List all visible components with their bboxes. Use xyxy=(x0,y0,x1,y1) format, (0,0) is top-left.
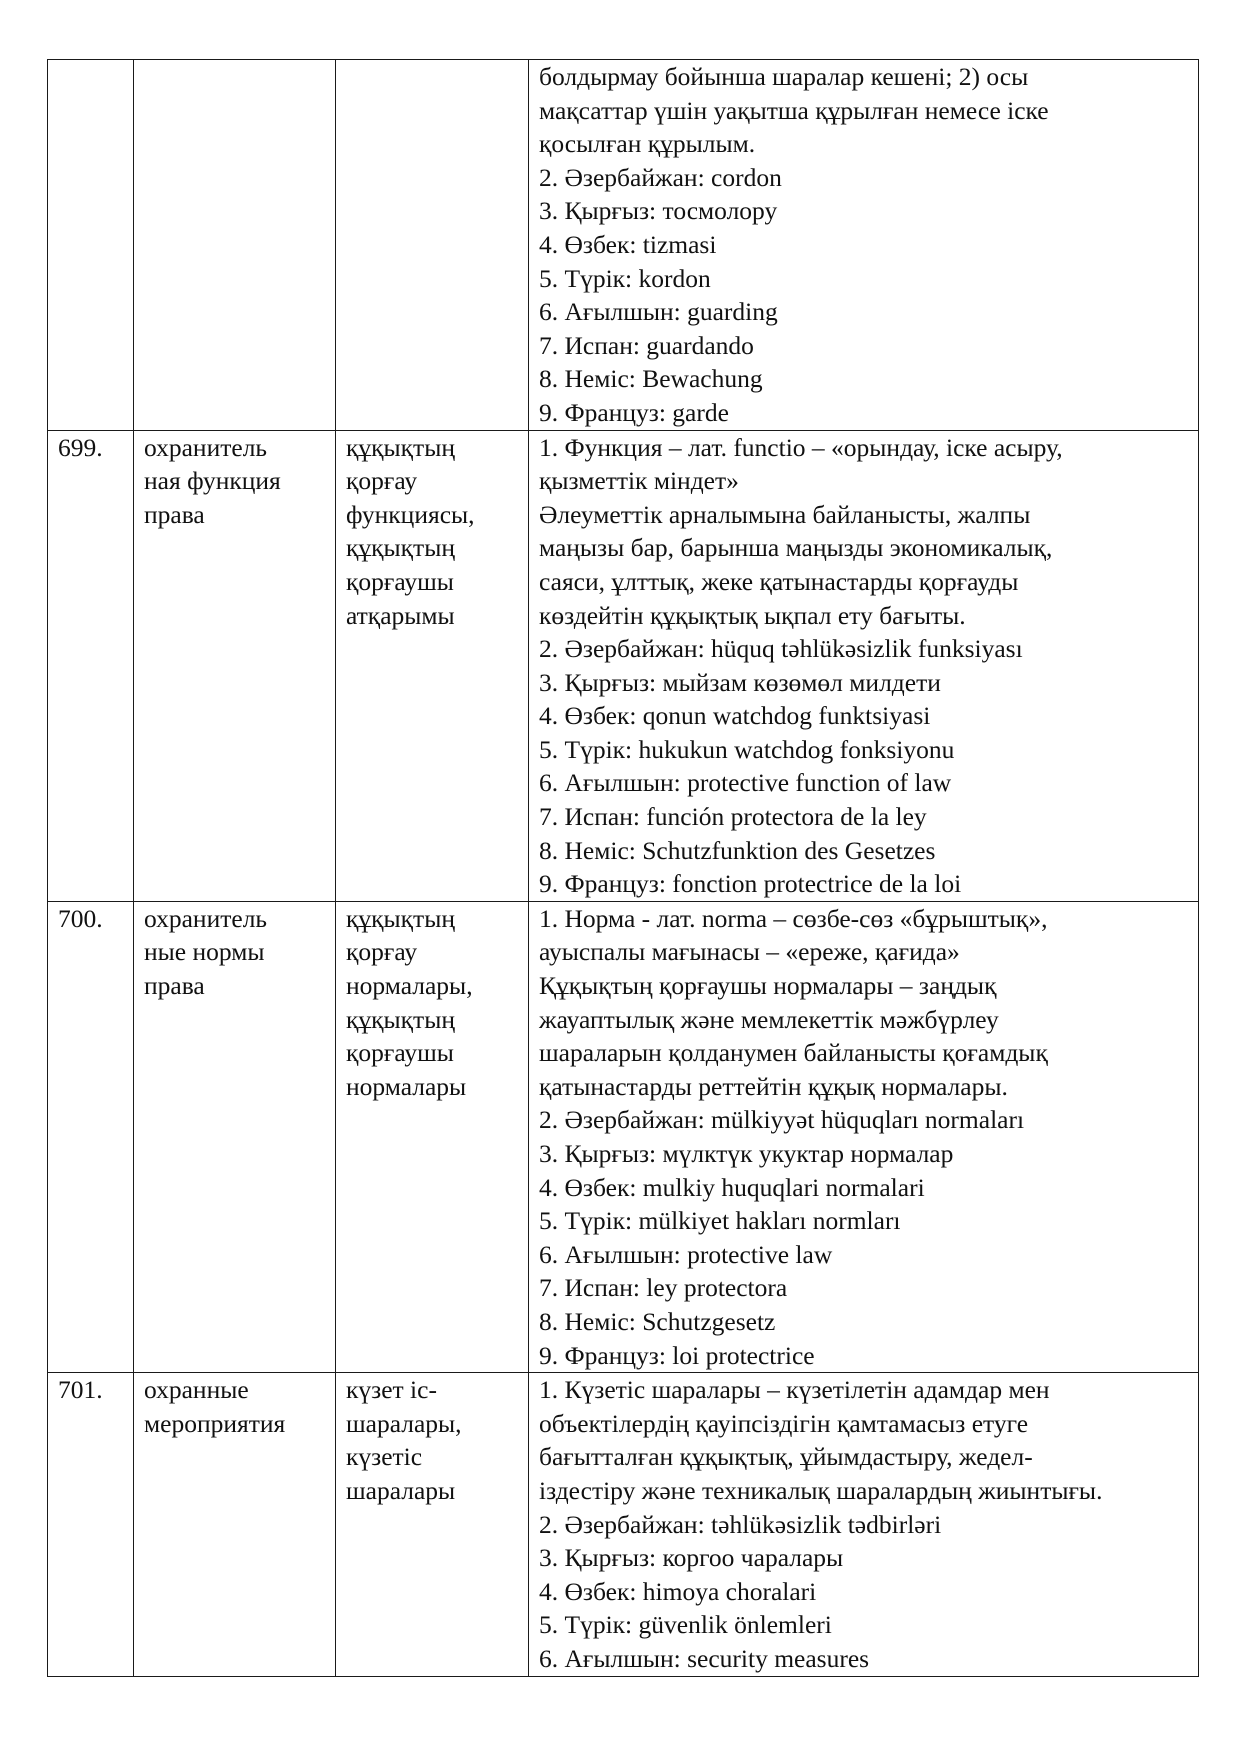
definition-line: 6. Ағылшын: security measures xyxy=(539,1643,870,1673)
kazakh-term-line: нормалары, xyxy=(346,971,473,1001)
entry-number-cell xyxy=(48,1373,134,1676)
russian-term-cell xyxy=(134,60,336,431)
definition-line: қызметтік міндет» xyxy=(539,466,739,496)
definition-line: 5. Түрік: güvenlik önlemleri xyxy=(539,1610,832,1640)
russian-term-line: ные нормы xyxy=(144,937,265,967)
definition-line: 9. Француз: garde xyxy=(539,397,729,427)
definition-line: 2. Әзербайжан: hüquq təhlükəsizlik funksiyası xyxy=(539,634,1023,664)
kazakh-term-line: функциясы, xyxy=(346,499,475,529)
kazakh-term-line: құқықтың xyxy=(346,903,455,933)
definition-line: 1. Функция – лат. functio – «орындау, іске асыру, xyxy=(539,432,1063,462)
kazakh-term-cell xyxy=(336,430,529,901)
definition-cell xyxy=(529,1373,1199,1676)
kazakh-term-cell xyxy=(336,60,529,431)
definition-line: 2. Әзербайжан: təhlükəsizlik tədbirləri xyxy=(539,1509,942,1539)
russian-term-cell xyxy=(134,1373,336,1676)
definition-line: 8. Неміс: Schutzfunktion des Gesetzes xyxy=(539,835,936,865)
kazakh-term-line: шаралары, xyxy=(346,1408,462,1438)
definition-line: объектілердің қауіпсіздігін қамтамасыз етуге xyxy=(539,1408,1029,1438)
definition-line: 5. Түрік: kordon xyxy=(539,263,711,293)
definition-line: 6. Ағылшын: protective function of law xyxy=(539,768,952,798)
russian-term-line: права xyxy=(144,971,205,1001)
definition-line: 3. Қырғыз: коргоо чаралары xyxy=(539,1543,844,1573)
definition-line: Құқықтың қорғаушы нормалары – заңдық xyxy=(539,971,997,1001)
table-row xyxy=(48,60,1199,431)
russian-term-line: права xyxy=(144,499,205,529)
definition-line: іздестіру және техникалық шаралардың жиынтығы. xyxy=(539,1475,1103,1505)
kazakh-term-cell xyxy=(336,901,529,1372)
definition-line: 1. Норма - лат. norma – сөзбе-сөз «бұрыштық», xyxy=(539,903,1048,933)
kazakh-term-line: күзет іс- xyxy=(346,1375,437,1405)
definition-line: 7. Испан: ley protectora xyxy=(539,1273,788,1303)
definition-line: 1. Күзетіс шаралары – күзетілетін адамдар мен xyxy=(539,1375,1050,1405)
definition-line: 4. Өзбек: mulkiy huquqlari normalari xyxy=(539,1172,925,1202)
kazakh-term-line: қорғау xyxy=(346,466,418,496)
definition-line: 2. Әзербайжан: cordon xyxy=(539,162,782,192)
kazakh-term-line: қорғаушы xyxy=(346,1038,454,1068)
definition-line: 3. Қырғыз: тосмолору xyxy=(539,196,778,226)
definition-line: шараларын қолданумен байланысты қоғамдық xyxy=(539,1038,1048,1068)
entry-number: 701. xyxy=(58,1375,103,1405)
definition-line: 4. Өзбек: qonun watchdog funktsiyasi xyxy=(539,701,931,731)
table-row xyxy=(48,901,1199,1372)
table-row xyxy=(48,1373,1199,1676)
entry-number: 700. xyxy=(58,903,103,933)
kazakh-term-line: нормалары xyxy=(346,1071,467,1101)
definition-line: 8. Неміс: Bewachung xyxy=(539,364,763,394)
definition-line: жауаптылық және мемлекеттік мәжбүрлеу xyxy=(539,1004,999,1034)
russian-term-cell xyxy=(134,901,336,1372)
kazakh-term-line: қорғаушы xyxy=(346,566,454,596)
definition-line: қосылған құрылым. xyxy=(539,129,756,159)
definition-line: қатынастарды реттейтін құқық нормалары. xyxy=(539,1071,1008,1101)
definition-line: 7. Испан: guardando xyxy=(539,330,754,360)
definition-line: 4. Өзбек: himoya choralari xyxy=(539,1576,817,1606)
definition-line: Әлеуметтік арналымына байланысты, жалпы xyxy=(539,499,1031,529)
kazakh-term-line: атқарымы xyxy=(346,600,455,630)
definition-line: болдырмау бойынша шаралар кешені; 2) осы xyxy=(539,62,1029,91)
entry-number-cell xyxy=(48,60,134,431)
glossary-body xyxy=(48,60,1199,1677)
definition-line: 4. Өзбек: tizmasi xyxy=(539,229,717,259)
definition-line: 6. Ағылшын: protective law xyxy=(539,1239,833,1269)
kazakh-term-line: құқықтың xyxy=(346,1004,455,1034)
kazakh-term-cell xyxy=(336,1373,529,1676)
definition-line: 9. Француз: loi protectrice xyxy=(539,1340,815,1370)
definition-line: көздейтін құқықтық ықпал ету бағыты. xyxy=(539,600,966,630)
russian-term-cell xyxy=(134,430,336,901)
russian-term-line: охранитель xyxy=(144,903,268,933)
russian-term-line: ная функция xyxy=(144,466,281,496)
definition-line: ауыспалы мағынасы – «ереже, қағида» xyxy=(539,937,960,967)
entry-number: 699. xyxy=(58,432,103,462)
definition-cell xyxy=(529,430,1199,901)
kazakh-term-line: құқықтың xyxy=(346,533,455,563)
kazakh-term-line: құқықтың xyxy=(346,432,455,462)
glossary-table xyxy=(47,59,1199,1677)
definition-line: 3. Қырғыз: мүлктүк укуктар нормалар xyxy=(539,1139,954,1168)
entry-number-cell xyxy=(48,430,134,901)
definition-line: мақсаттар үшін уақытша құрылған немесе іске xyxy=(539,95,1049,125)
russian-term-line: мероприятия xyxy=(144,1408,286,1438)
definition-line: саяси, ұлттық, жеке қатынастарды қорғауды xyxy=(539,566,1019,596)
russian-term-line: охранитель xyxy=(144,432,268,462)
definition-line: 6. Ағылшын: guarding xyxy=(539,297,778,327)
definition-line: 9. Француз: fonction protectrice de la loi xyxy=(539,869,962,899)
kazakh-term-line: күзетіс xyxy=(346,1442,423,1472)
definition-line: 5. Түрік: mülkiyet hakları normları xyxy=(539,1206,901,1236)
table-row xyxy=(48,430,1199,901)
kazakh-term-line: қорғау xyxy=(346,937,418,967)
definition-line: бағытталған құқықтық, ұйымдастыру, жедел- xyxy=(539,1442,1033,1472)
definition-line: 7. Испан: función protectora de la ley xyxy=(539,802,927,832)
definition-line: 5. Түрік: hukukun watchdog fonksiyonu xyxy=(539,734,955,764)
definition-line: 3. Қырғыз: мыйзам көзөмөл милдети xyxy=(539,667,941,697)
definition-cell xyxy=(529,60,1199,431)
russian-term-line: охранные xyxy=(144,1375,249,1405)
definition-line: маңызы бар, барынша маңызды экономикалық, xyxy=(539,533,1053,563)
kazakh-term-line: шаралары xyxy=(346,1475,456,1505)
entry-number-cell xyxy=(48,901,134,1372)
definition-line: 8. Неміс: Schutzgesetz xyxy=(539,1306,776,1336)
definition-cell xyxy=(529,901,1199,1372)
definition-line: 2. Әзербайжан: mülkiyyət hüquqları normaları xyxy=(539,1105,1025,1135)
